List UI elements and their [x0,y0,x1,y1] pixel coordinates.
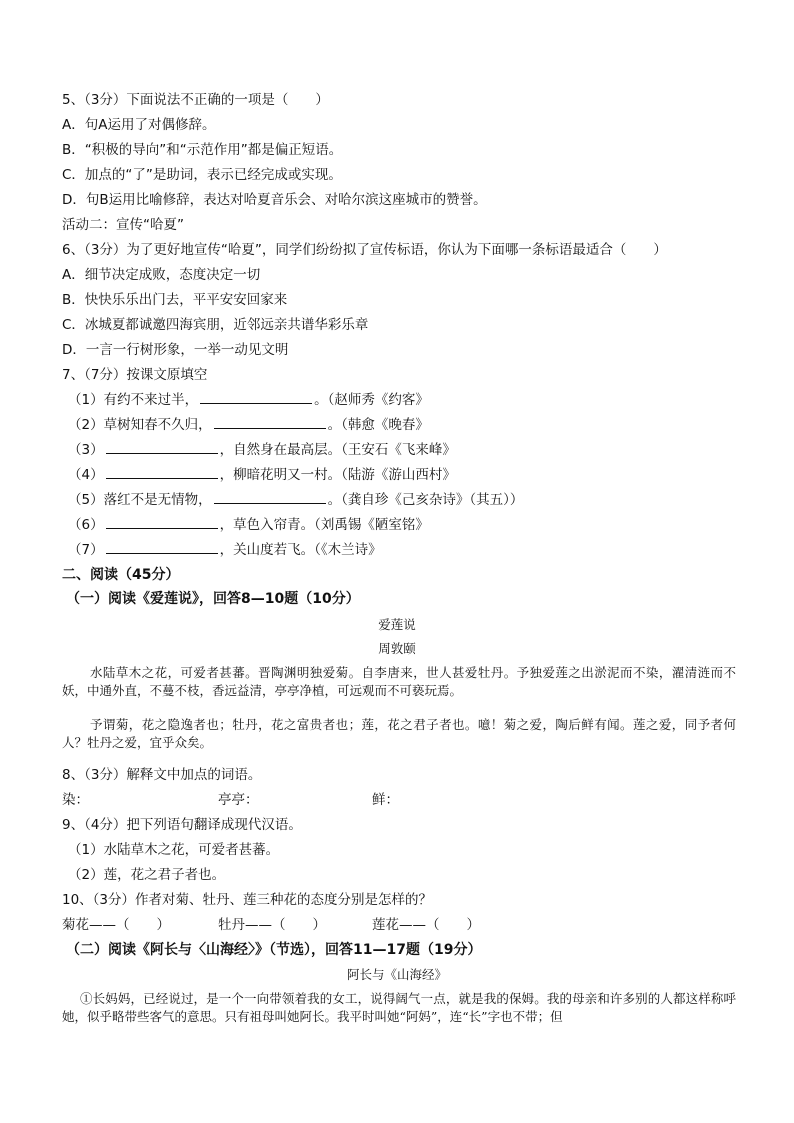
q10-lotus: 莲花——（ ） [372,917,480,933]
answer-blank[interactable] [106,516,218,529]
section-two-heading: 二、阅读（45分） [62,567,180,583]
activity-two-heading: 活动二：宣传“哈夏” [62,217,184,233]
q6-option-c: C．冰城夏都诚邀四海宾朋，近邻远亲共谱华彩乐章 [62,317,369,333]
q8-word-xian: 鲜： [372,792,399,808]
q5-option-a: A．句A运用了对偶修辞。 [62,117,216,133]
q7-item-5: （5）落红不是无情物， 。（龚自珍《己亥杂诗》（其五）） [68,492,524,508]
passage-paragraph-2: 予谓菊，花之隐逸者也；牡丹，花之富贵者也；莲，花之君子者也。噫！菊之爱，陶后鲜有闻。莲之爱，同予者何人？牡丹之爱，宜乎众矣。 [62,717,736,750]
q8-word-tingting: 亭亭： [218,792,259,808]
passage-author: 周敦颐 [378,641,416,656]
q7-item-2: （2）草树知春不久归， 。（韩愈《晚春》 [68,417,429,433]
q10-stem: 10、（3分）作者对菊、牡丹、莲三种花的态度分别是怎样的？ [62,892,433,908]
part-two-heading: （二）阅读《阿长与〈山海经〉》（节选），回答11—17题（19分） [66,942,482,958]
q9-stem: 9、（4分）把下列语句翻译成现代汉语。 [62,817,302,833]
q6-option-a: A．细节决定成败，态度决定一切 [62,267,261,283]
q5-option-c: C．加点的“了”是助词，表示已经完成或实现。 [62,167,342,183]
q6-stem: 6、（3分）为了更好地宣传“哈夏”，同学们纷纷拟了宣传标语，你认为下面哪一条标语最适合（ ） [62,242,667,258]
q7-stem: 7、（7分）按课文原填空 [62,367,208,383]
q8-word-ran: 染： [62,792,89,808]
q6-option-b: B．快快乐乐出门去，平平安安回家来 [62,292,288,308]
answer-blank[interactable] [214,416,326,429]
part-one-heading: （一）阅读《爱莲说》，回答8—10题（10分） [66,591,360,607]
answer-blank[interactable] [106,541,218,554]
answer-blank[interactable] [214,491,326,504]
q7-item-3: （3） ，自然身在最高层。（王安石《飞来峰》 [68,442,456,458]
passage-two-paragraph-1: ①长妈妈，已经说过，是一个一向带领着我的女工，说得阔气一点，就是我的保姆。我的母亲和许多别的人都这样称呼她，似乎略带些客气的意思。只有祖母叫她阿长。我平时叫她“阿妈”，连“长”字也不带；但 [62,991,736,1024]
passage-title: 爱莲说 [378,617,416,632]
q9-sentence-1: （1）水陆草木之花，可爱者甚蕃。 [68,842,280,858]
q5-stem: 5、（3分）下面说法不正确的一项是（ ） [62,92,329,108]
q5-option-b: B．“积极的导向”和“示范作用”都是偏正短语。 [62,142,343,158]
q10-chrysanthemum: 菊花——（ ） [62,917,170,933]
answer-blank[interactable] [106,441,218,454]
q7-item-7: （7） ，关山度若飞。（《木兰诗》 [68,542,382,558]
answer-blank[interactable] [106,466,218,479]
passage-two-title: 阿长与《山海经》 [346,967,447,982]
q7-item-6: （6） ，草色入帘青。（刘禹锡《陋室铭》 [68,517,429,533]
q7-item-1: （1）有约不来过半， 。（赵师秀《约客》 [68,392,429,408]
passage-paragraph-1: 水陆草木之花，可爱者甚蕃。晋陶渊明独爱菊。自李唐来，世人甚爱牡丹。予独爱莲之出淤泥而不染，濯清涟而不妖，中通外直，不蔓不枝，香远益清，亭亭净植，可远观而不可亵玩焉。 [62,665,736,698]
q9-sentence-2: （2）莲，花之君子者也。 [68,867,226,883]
q7-item-4: （4） ，柳暗花明又一村。（陆游《游山西村》 [68,467,456,483]
q6-option-d: D．一言一行树形象，一举一动见文明 [62,342,289,358]
q5-option-d: D．句B运用比喻修辞，表达对哈夏音乐会、对哈尔滨这座城市的赞誉。 [62,192,487,208]
answer-blank[interactable] [200,391,312,404]
q8-stem: 8、（3分）解释文中加点的词语。 [62,767,262,783]
q10-peony: 牡丹——（ ） [218,917,326,933]
